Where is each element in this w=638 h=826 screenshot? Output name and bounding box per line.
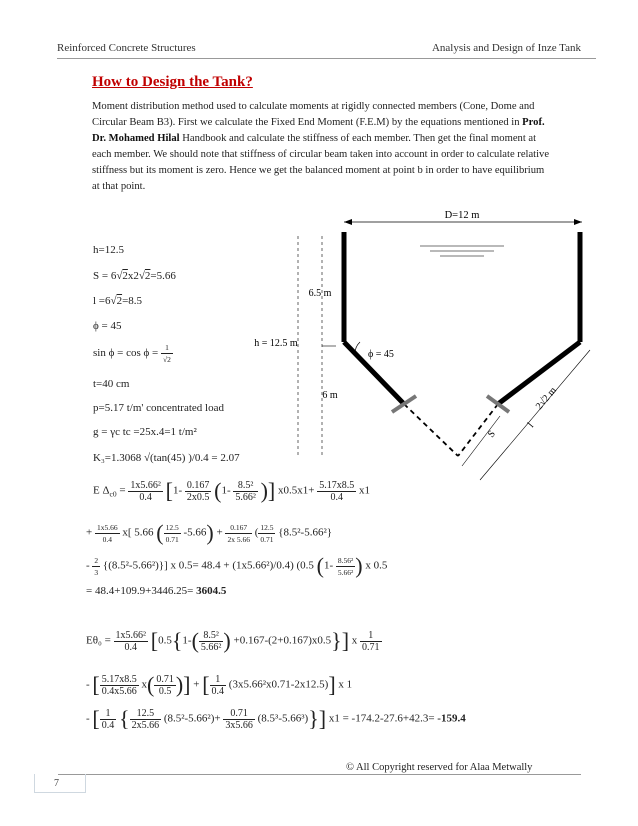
dim-l: l <box>525 420 537 430</box>
footer-rule <box>58 774 581 775</box>
given-t: t=40 cm <box>93 378 130 390</box>
given-l: l =6√2=8.5 <box>93 295 143 307</box>
given-p: p=5.17 t/m' concentrated load <box>93 402 224 414</box>
eq5: Eθ₀ = $\frac{\text{1x5.66²}}{0.4}$ [0.5{1-( $\frac{\text{8.5²}}{\text{5.66²}}$ ) +0.167-(2+0.167)x0.5}] x $\frac{1}{0.71}$ <box>86 628 380 653</box>
s-root1: 2 <box>122 270 128 282</box>
sin-fraction: $\frac{1}{√2}$ <box>163 343 171 364</box>
given-k3: K₃=1.3068 √(tan(45) )/0.4 = 2.07 <box>93 452 240 464</box>
dim-lower: 6 m <box>322 390 338 401</box>
paragraph-bold: Prof. Dr. Mohamed Hilal <box>92 117 545 144</box>
eq3: - $\frac{2}{3}$ {(8.5²-5.66²)}] x 0.5= 48.4 + (1x5.66²)/0.4) (0.5 (1- $\frac{\text{8.56²}}{\text{5.66²}}$ ) x 0.5 <box>86 553 388 578</box>
dim-upper: 6.5 m <box>308 288 332 299</box>
dim-h: h = 12.5 m <box>254 338 298 349</box>
s-root2: 2 <box>144 270 151 282</box>
eq4-result: 3604.5 <box>196 585 227 597</box>
angle-phi: ϕ = 45 <box>368 349 394 360</box>
s-post: =5.66 <box>150 270 176 282</box>
eq7-result: -159.4 <box>437 712 466 725</box>
page-number: 7 <box>54 778 59 789</box>
eq2: + $\frac{1x5.66}{0.4}$ x[ 5.66 ( $\frac{12.5}{0.71}$ -5.66) + $\frac{0.167}{2x 5.66}$ ( $\frac{12.5}{0.71}$ {8.5²-5.66²} <box>86 520 333 545</box>
page-number-box <box>34 774 86 793</box>
copyright-notice: © All Copyright reserved for Alaa Metwally <box>346 762 533 773</box>
section-title: How to Design the Tank? <box>92 74 253 90</box>
given-g: g = γc tc =25x.4=1 t/m² <box>93 426 197 438</box>
eq7: - [ $\frac{1}{0.4}$ { $\frac{12.5}{2x5.66}$ (8.5²-5.66²)+ $\frac{0.71}{3x5.66}$ (8.5³-5.66³)}] x1 = -174.2-27.6+42.3= -159.4 <box>86 706 466 731</box>
s-pre: S = 6 <box>93 270 117 282</box>
s-mid: x2 <box>127 270 139 282</box>
l-post: =8.5 <box>122 295 143 307</box>
eq6: - [ $\frac{5.17x8.5}{0.4x5.66}$ x( $\frac{0.71}{0.5}$ )] + [ $\frac{1}{0.4}$ (3x5.66²x0.71-2x12.5)] x 1 <box>86 672 353 697</box>
eq1: E $\Delta_{c0}$ = $\frac{\text{1x5.66²}}{0.4}$ [1- $\frac{0.167}{2x0.5}$ (1- $\frac{\text{8.5²}}{\text{5.66²}}$ )] x0.5x1+ $\frac{5.17x8.5}{0.4}$ x1 <box>93 478 370 503</box>
dim-s: S <box>485 428 498 440</box>
eq4: = 48.4+109.9+3446.25= 3604.5 <box>86 585 227 597</box>
dim-slope: 2√2 m <box>533 385 559 412</box>
l-pre: l =6 <box>93 295 111 307</box>
given-phi: ϕ = 45 <box>93 320 122 332</box>
paragraph-part1: Moment distribution method used to calculate moments at rigidly connected members (Cone, Dome and Circular Beam B3). First we calculate the Fixed End Moment (F.E.M) by the equations mentioned in <box>92 101 535 128</box>
dim-D: D=12 m <box>444 210 480 221</box>
given-s: S = 6√2x2√2=5.66 <box>93 270 176 282</box>
header-left: Reinforced Concrete Structures <box>57 42 196 54</box>
l-root: 2 <box>116 295 123 307</box>
paragraph-part2: Handbook and calculate the stiffness of each member. Then get the final moment at each member. We should note that stiffness of circular beam taken into account in order to calculate relative stiffness but its moment is zero. Hence we get the balanced moment at point b in order to have equilibrium at that point. <box>92 133 550 192</box>
given-h: h=12.5 <box>93 244 124 256</box>
sin-text: sin ϕ = cos ϕ = <box>93 347 159 360</box>
header-right: Analysis and Design of Inze Tank <box>431 42 581 54</box>
